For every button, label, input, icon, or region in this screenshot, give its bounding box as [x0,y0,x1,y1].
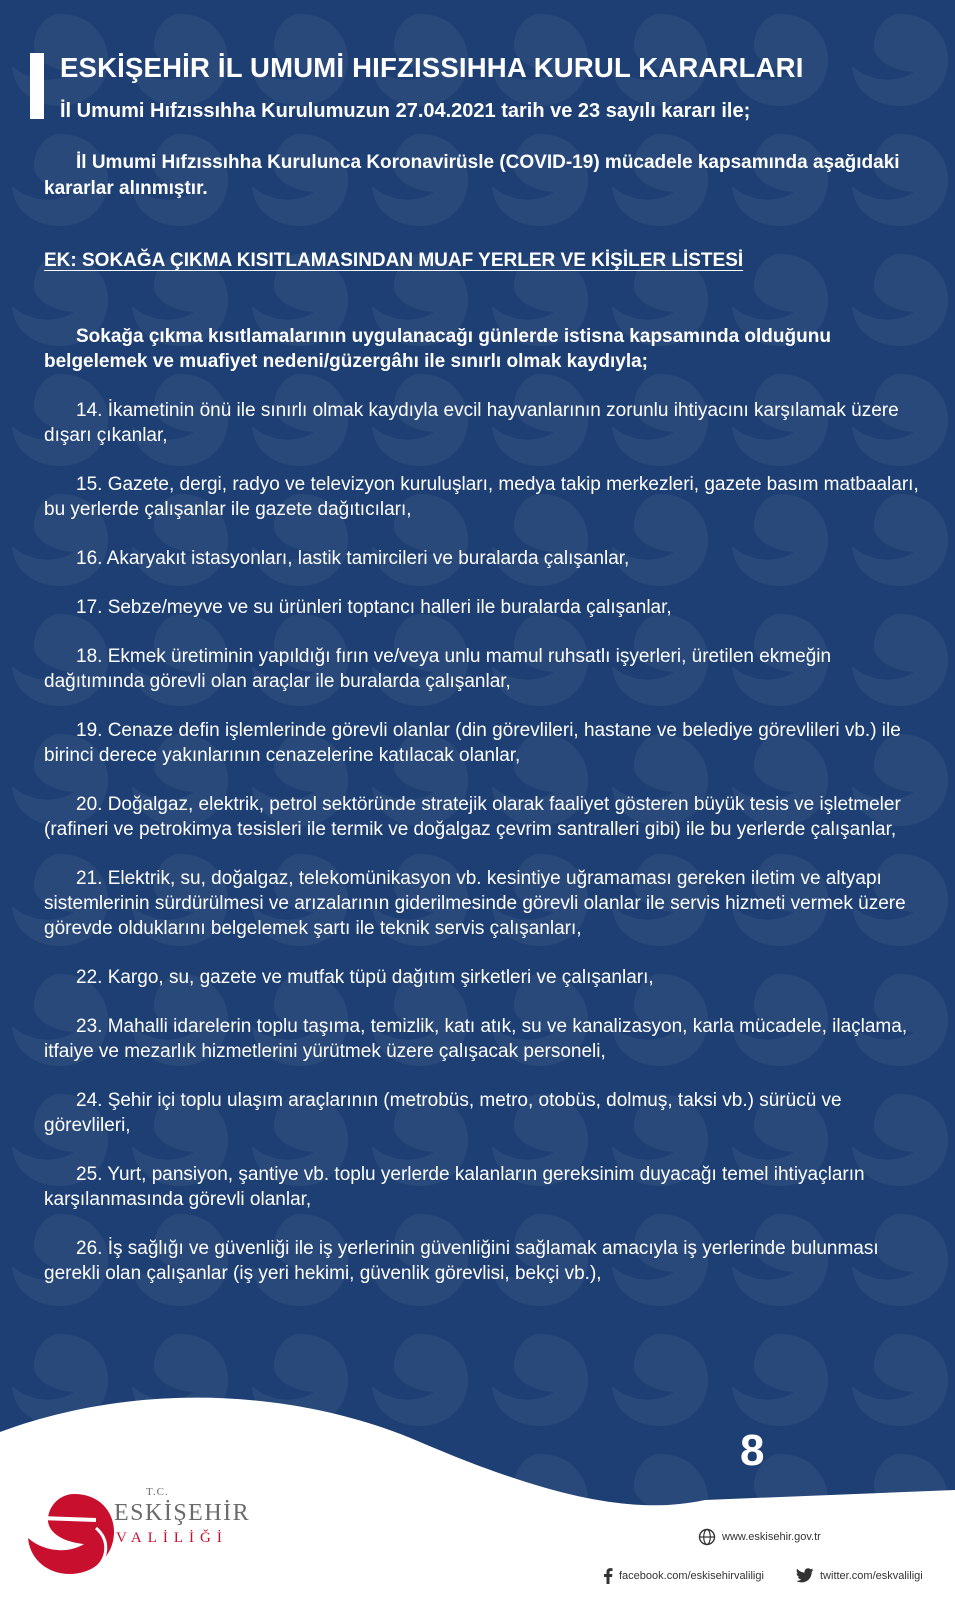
list-item: 19. Cenaze defin işlemlerinde görevli olanlar (din görevlileri, hastane ve belediye görevlileri vb.) ile birinci derece yakınlarının cenazelerine katılacak olanlar, [44,720,901,766]
list-item: 20. Doğalgaz, elektrik, petrol sektöründe stratejik olarak faaliyet gösteren büyük tesis ve işletmeler (rafineri ve petrokimya tesisleri ile termik ve doğalgaz çevrim santralleri gibi) ile bu yerlerde çalışanlar, [44,794,901,840]
list-item: 26. İş sağlığı ve güvenliği ile iş yerlerinin güvenliğini sağlamak amacıyla iş yerlerinde bulunması gerekli olan çalışanlar (iş yeri hekimi, güvenlik görevlisi, bekçi vb.), [44,1238,879,1284]
page-subtitle: İl Umumi Hıfzıssıhha Kurulumuzun 27.04.2021 tarih ve 23 sayılı kararı ile; [60,100,751,122]
section-heading: EK: SOKAĞA ÇIKMA KISITLAMASINDAN MUAF YERLER VE KİŞİLER LİSTESİ [44,250,744,271]
twitter-url: twitter.com/eskvaliligi [820,1569,923,1582]
list-item: 25. Yurt, pansiyon, şantiye vb. toplu yerlerde kalanların gereksinim duyacağı temel ihtiyaçların karşılanmasında görevli olanlar, [44,1164,865,1210]
list-item: 15. Gazete, dergi, radyo ve televizyon kuruluşları, medya takip merkezleri, gazete basım matbaaları, bu yerlerde çalışanlar ile gazete dağıtıcıları, [44,474,919,520]
page-number: 8 [740,1426,765,1475]
facebook-url: facebook.com/eskisehirvaliligi [619,1570,764,1582]
list-item: 14. İkametinin önü ile sınırlı olmak kaydıyla evcil hayvanlarının zorunlu ihtiyacını karşılamak üzere dışarı çıkanlar, [44,400,899,446]
twitter-link[interactable] [796,1568,923,1583]
title-accent-bar [30,53,44,119]
list-item: 23. Mahalli idarelerin toplu taşıma, temizlik, katı atık, su ve kanalizasyon, karla mücadele, ilaçlama, itfaiye ve mezarlık hizmetlerini yürütmek üzere çalışacak personeli, [44,1016,908,1062]
list-item: 22. Kargo, su, gazete ve mutfak tüpü dağıtım şirketleri ve çalışanları, [76,967,654,988]
list-item: 18. Ekmek üretiminin yapıldığı fırın ve/veya unlu mamul ruhsatlı işyerleri, üretilen ekmeğin dağıtımında görevli olan araçlar ile buralarda çalışanlar, [44,646,832,692]
logo-gov-text: VALİLİĞİ [116,1530,228,1546]
list-item: 16. Akaryakıt istasyonları, lastik tamircileri ve buralarda çalışanlar, [76,548,630,569]
logo-city-text: ESKİŞEHİR [114,1500,251,1526]
twitter-icon [796,1568,814,1583]
website-link[interactable] [698,1528,821,1546]
logo-tc-text: T.C. [146,1486,169,1498]
lead-paragraph: Sokağa çıkma kısıtlamalarının uygulanacağı günlerde istisna kapsamında olduğunu belgelemek ve muafiyet nedeni/güzergâhı ile sınırlı olmak kaydıyla; [44,326,831,372]
facebook-icon [603,1568,613,1584]
list-item: 24. Şehir içi toplu ulaşım araçlarının (metrobüs, metro, otobüs, dolmuş, taksi vb.) sürücü ve görevlileri, [44,1090,842,1136]
list-item: 17. Sebze/meyve ve su ürünleri toptancı halleri ile buralarda çalışanlar, [76,597,672,618]
intro-paragraph: İl Umumi Hıfzıssıhha Kurulunca Koronavirüsle (COVID-19) mücadele kapsamında aşağıdaki kararlar alınmıştır. [44,152,900,199]
globe-icon [698,1528,716,1546]
list-item: 21. Elektrik, su, doğalgaz, telekomünikasyon vb. kesintiye uğramaması gereken iletim ve altyapı sistemlerinin sürdürülmesi ve arızalarının giderilmesinde görevli olanlar ile servis hizmeti vermek üzere görevde olduklarını belgelemek şartı ile teknik servis çalışanları, [44,868,906,939]
page-title: ESKİŞEHİR İL UMUMİ HIFZISSIHHA KURUL KARARLARI [60,52,804,83]
facebook-link[interactable] [603,1568,764,1584]
exemption-list [44,398,929,1310]
website-url: www.eskisehir.gov.tr [722,1531,821,1543]
